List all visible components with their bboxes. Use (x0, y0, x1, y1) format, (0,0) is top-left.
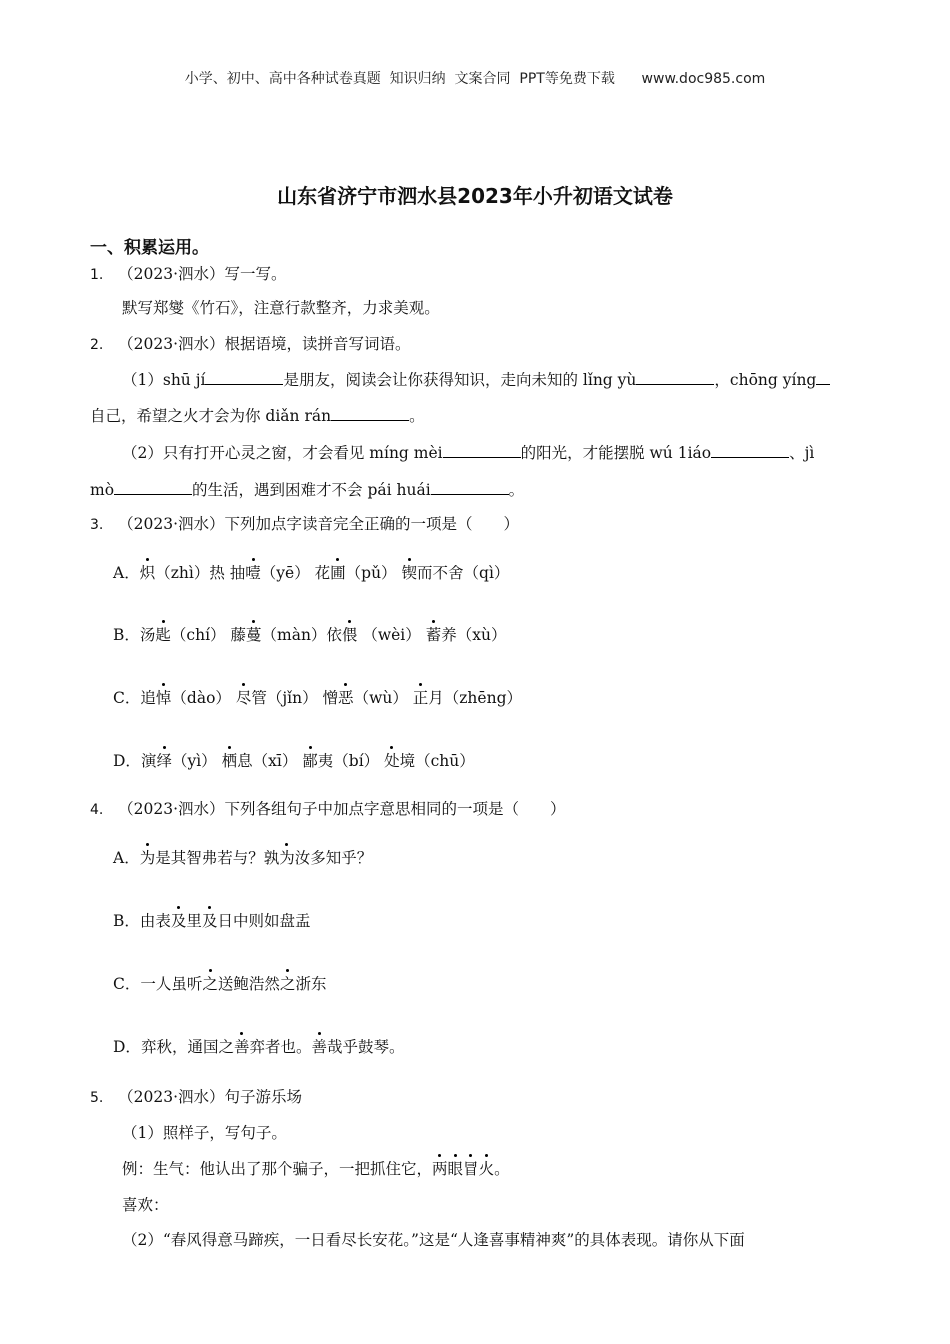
question-1: 1. （2023·泗水）写一写。 (90, 265, 287, 283)
question-2-part-1: （1）shū jí 是朋友，阅读会让你获得知识，走向未知的 lǐng yù ，chōng yíng (122, 368, 830, 390)
answer-blank[interactable] (816, 370, 830, 385)
answer-blank[interactable] (114, 480, 192, 495)
question-5: 5. （2023·泗水）句子游乐场 (90, 1088, 303, 1106)
page-header: 小学、初中、高中各种试卷真题 知识归纳 文案合同 PPT等免费下载 www.doc985.com (184, 71, 766, 87)
q4-option-b[interactable]: B．由表及里及日中则如盘盂 (113, 912, 311, 930)
question-5-part-1: （1）照样子，写句子。 (122, 1124, 287, 1142)
answer-blank[interactable] (331, 406, 409, 421)
question-4: 4. （2023·泗水）下列各组句子中加点字意思相同的一项是（ ） (90, 800, 566, 818)
question-2: 2. （2023·泗水）根据语境，读拼音写词语。 (90, 335, 411, 353)
question-3: 3. （2023·泗水）下列加点字读音完全正确的一项是（ ） (90, 515, 520, 533)
question-5-example: 例：生气：他认出了那个骗子，一把抓住它，两眼冒火。 (122, 1160, 510, 1178)
question-5-part-2: （2）“春风得意马蹄疾，一日看尽长安花。”这是“人逢喜事精神爽”的具体表现。请你从下面 (122, 1231, 745, 1249)
question-1-body: 默写郑燮《竹石》，注意行款整齐，力求美观。 (122, 299, 440, 317)
question-2-part-2: （2）只有打开心灵之窗，才会看见 míng mèi 的阳光，才能摆脱 wú 1iáo 、jì (122, 444, 815, 462)
answer-blank[interactable] (711, 443, 789, 458)
q4-option-a[interactable]: A．为是其智弗若与？孰为汝多知乎？ (113, 849, 373, 867)
answer-blank[interactable] (636, 370, 714, 385)
section-heading: 一、积累运用。 (90, 238, 209, 258)
question-2-part-1-cont: 自己，希望之火才会为你 diǎn rán 。 (90, 407, 425, 425)
answer-blank[interactable] (443, 443, 521, 458)
answer-blank[interactable] (205, 370, 283, 385)
q3-option-d[interactable]: D．演绎（yì） 栖息（xī） 鄙夷（bí） 处境（chū） (113, 752, 475, 770)
q3-option-c[interactable]: C．追悼（dào） 尽管（jǐn） 憎恶（wù） 正月（zhēng） (113, 689, 522, 707)
q3-option-a[interactable]: A．炽（zhì）热 抽噎（yē） 花圃（pǔ） 锲而不舍（qì） (113, 564, 510, 582)
page-title: 山东省济宁市泗水县2023年小升初语文试卷 (277, 184, 673, 208)
answer-blank[interactable] (431, 480, 509, 495)
question-5-like: 喜欢： (122, 1196, 169, 1214)
q4-option-c[interactable]: C．一人虽听之送鲍浩然之浙东 (113, 975, 327, 993)
q4-option-d[interactable]: D．弈秋，通国之善弈者也。善哉乎鼓琴。 (113, 1038, 405, 1056)
question-2-part-2-cont: mò 的生活，遇到困难才不会 pái huái 。 (90, 481, 525, 499)
q3-option-b[interactable]: B．汤匙（chí） 藤蔓（màn）依偎 （wèi） 蓄养（xù） (113, 626, 507, 644)
